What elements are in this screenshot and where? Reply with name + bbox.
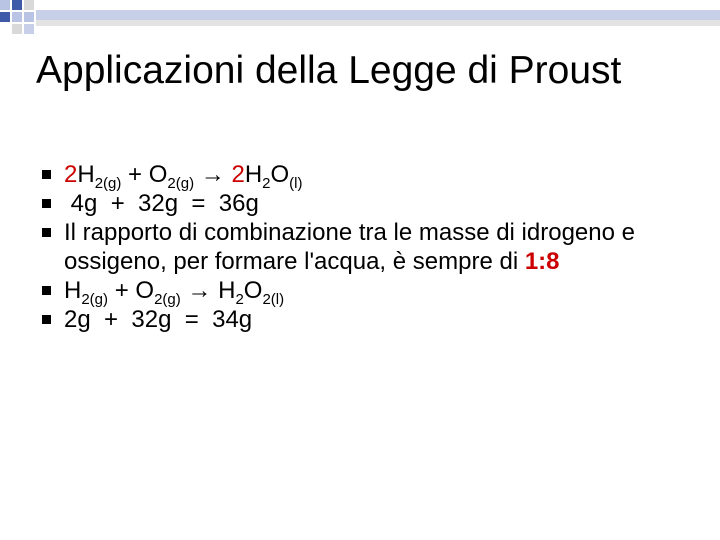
eq1-species-1: H — [77, 161, 95, 188]
ratio-text: Il rapporto di combinazione tra le masse di idrogeno e ossigeno, per formare l'acqua, è sempre di — [64, 219, 635, 275]
deco-stripe-light — [36, 10, 720, 20]
eq1-subscript-2: 2(g) — [167, 175, 195, 192]
bullet-list — [40, 160, 680, 334]
bullet-square-icon — [42, 170, 51, 179]
eq2-subscript-2: 2(g) — [154, 291, 181, 308]
equation-1 — [64, 161, 303, 192]
list-item-masses-1 — [40, 189, 680, 218]
eq1-plus: + — [121, 161, 149, 188]
deco-square-light — [12, 12, 22, 22]
eq1-species-3b: O — [270, 161, 290, 188]
slide-title: Applicazioni della Legge di Proust — [36, 49, 622, 92]
bullet-square-icon — [42, 199, 51, 208]
deco-square-light — [24, 24, 34, 34]
eq1-subscript-3a: 2 — [262, 175, 271, 192]
list-item-ratio — [40, 218, 680, 276]
eq2-species-2: O — [135, 277, 155, 304]
eq1-arrow: → — [194, 161, 232, 188]
list-item-equation-2 — [40, 276, 680, 308]
eq2-subscript-3a: 2 — [235, 291, 244, 308]
bullet-square-icon — [42, 286, 51, 295]
eq1-species-3a: H — [244, 161, 263, 188]
eq2-subscript-1: 2(g) — [81, 291, 109, 308]
equation-2 — [64, 277, 285, 308]
deco-square-light — [0, 0, 10, 10]
masses-line-1: 4g + 32g = 36g — [64, 190, 259, 217]
bullet-square-icon — [42, 228, 51, 237]
eq2-subscript-3b: 2(l) — [262, 291, 285, 308]
eq1-subscript-1: 2(g) — [94, 175, 122, 192]
deco-square-blue — [12, 0, 22, 10]
eq2-species-1: H — [64, 277, 82, 304]
bullet-square-icon — [42, 315, 51, 324]
eq2-plus: + — [108, 277, 136, 304]
list-item-masses-2 — [40, 305, 680, 334]
deco-square-light — [24, 12, 34, 22]
eq2-arrow: → — [180, 277, 219, 304]
list-item-equation-1 — [40, 160, 680, 192]
ratio-value: 1:8 — [524, 248, 560, 275]
eq1-subscript-3b: (l) — [289, 175, 303, 192]
deco-square-gray — [12, 24, 22, 34]
eq1-coefficient-1: 2 — [64, 161, 78, 188]
eq2-species-3b: O — [243, 277, 263, 304]
deco-square-gray — [24, 0, 34, 10]
masses-line-2: 2g + 32g = 34g — [64, 306, 253, 333]
eq2-species-3a: H — [218, 277, 236, 304]
deco-square-blue — [0, 12, 10, 22]
eq1-species-2: O — [148, 161, 168, 188]
deco-stripe-gray — [36, 20, 720, 26]
decorative-header-squares — [0, 0, 720, 50]
eq1-coefficient-3: 2 — [231, 161, 245, 188]
